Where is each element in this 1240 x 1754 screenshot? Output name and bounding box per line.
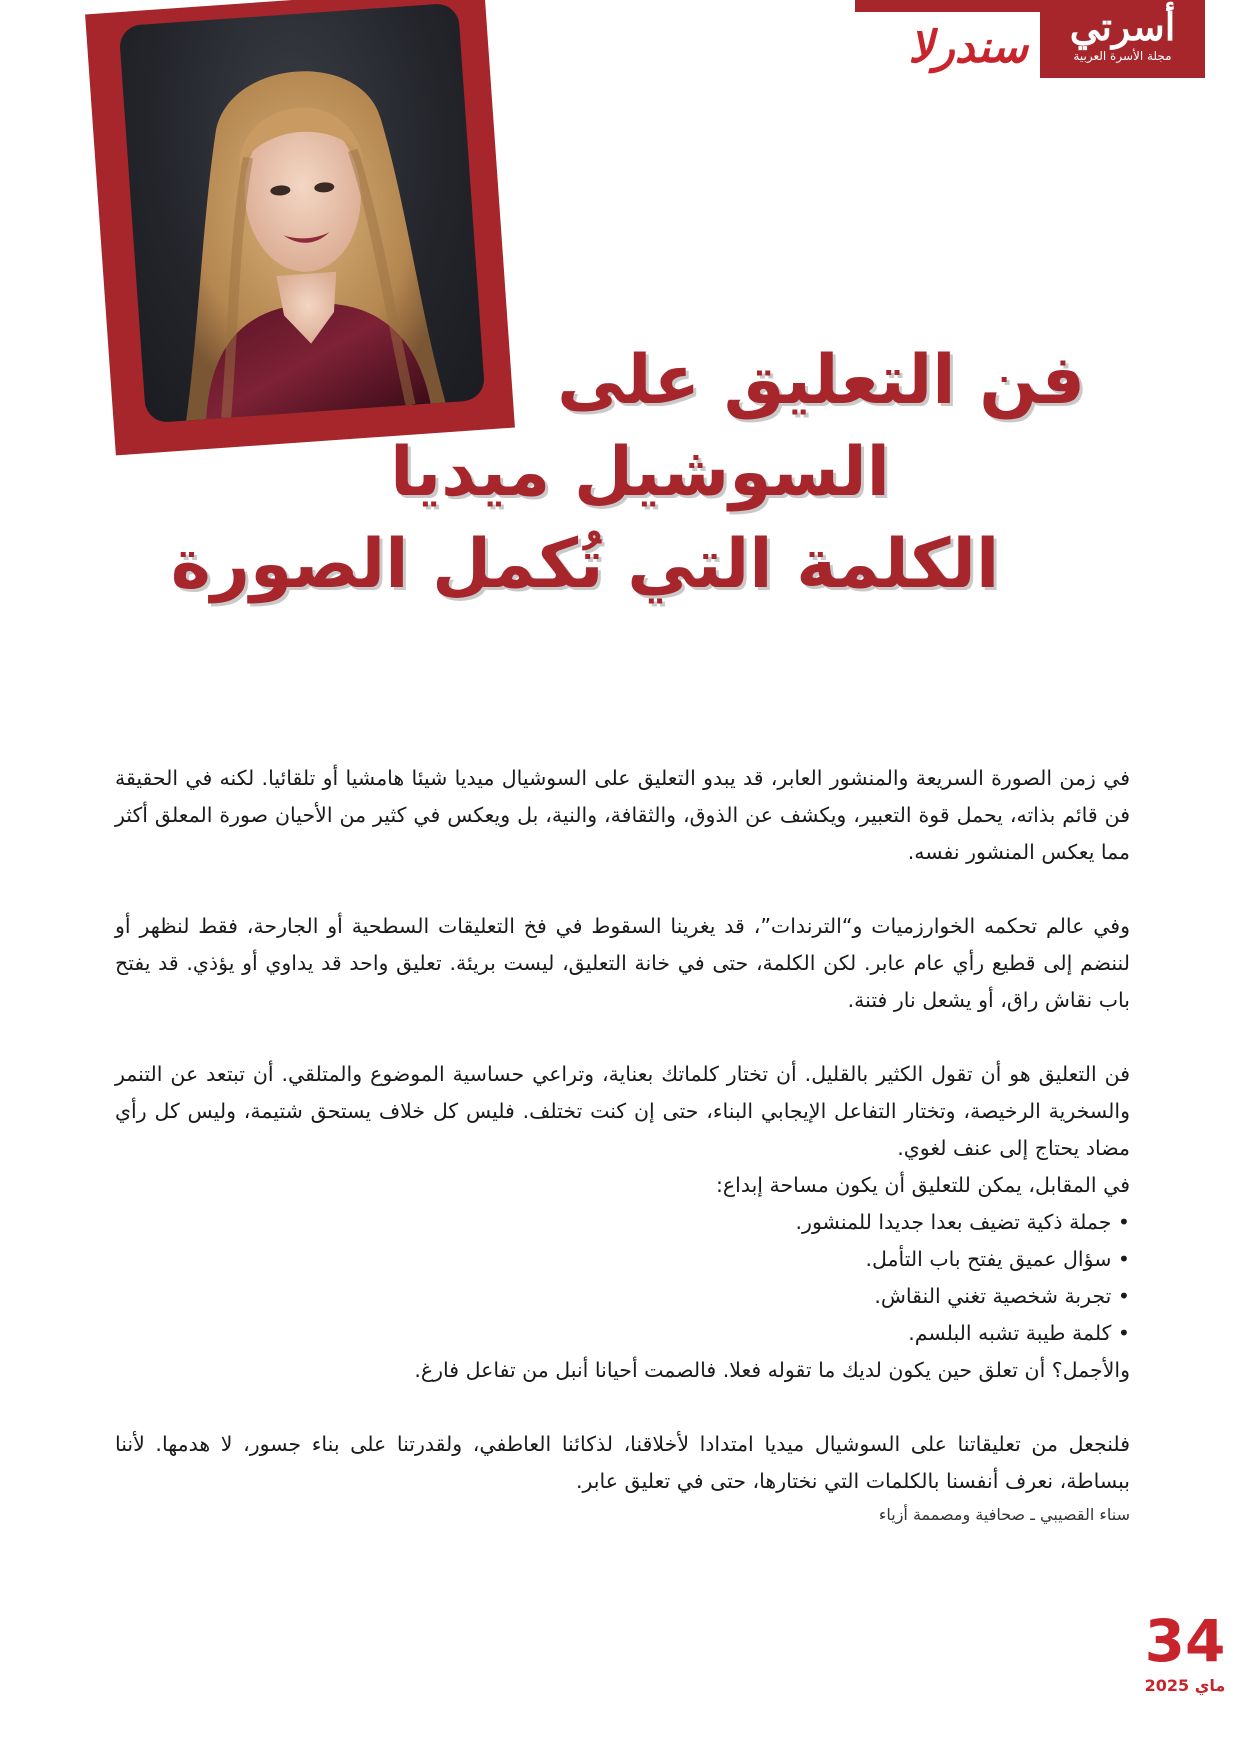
masthead bbox=[855, 0, 1240, 82]
top-rule bbox=[855, 0, 1040, 12]
issue-date: ماي 2025 bbox=[1144, 1676, 1226, 1695]
article-paragraph-5: والأجمل؟ أن تعلق حين يكون لديك ما تقوله فعلا. فالصمت أحيانا أنبل من تفاعل فارغ. bbox=[414, 1358, 1130, 1382]
article-paragraph-3: فن التعليق هو أن تقول الكثير بالقليل. أن تختار كلماتك بعناية، وتراعي حساسية الموضوع والمتلقي. أن تبتعد عن التنمر والسخرية الرخيصة، وتختار التفاعل الإيجابي البناء، حتى إن كنت تختلف. فليس كل خلاف يستحق شتيمة، وليس كل رأي مضاد يحتاج إلى عنف لغوي. bbox=[115, 1062, 1130, 1160]
article-paragraph-6: فلنجعل من تعليقاتنا على السوشيال ميديا امتدادا لأخلاقنا، لذكائنا العاطفي، ولقدرتنا على بناء جسور، لا هدمها. لأننا ببساطة، نعرف أنفسنا بالكلمات التي نختارها، حتى في تعليق عابر. bbox=[115, 1432, 1130, 1493]
article-paragraph-1: في زمن الصورة السريعة والمنشور العابر، قد يبدو التعليق على السوشيال ميديا شيئا هامشيا أو تلقائيا. لكنه في الحقيقة فن قائم بذاته، يحمل قوة التعبير، ويكشف عن الذوق، والثقافة، والنية، بل ويعكس في كثير من الأحيان صورة المعلق أكثر مما يعكس المنشور نفسه. bbox=[115, 766, 1130, 864]
bullet-item: • تجربة شخصية تغني النقاش. bbox=[115, 1278, 1130, 1315]
article-paragraph-4: في المقابل، يمكن للتعليق أن يكون مساحة إبداع: bbox=[715, 1173, 1130, 1197]
author-byline: سناء القصيبي ـ صحافية ومصممة أزياء bbox=[878, 1505, 1130, 1524]
section-label: سندرلا bbox=[908, 22, 1028, 73]
headline-line-2: السوشيل ميديا bbox=[390, 433, 890, 512]
headline bbox=[85, 335, 1085, 611]
article-body bbox=[115, 760, 1130, 1567]
bullet-item: • كلمة طيبة تشبه البلسم. bbox=[115, 1315, 1130, 1352]
article-bullet-list bbox=[115, 1204, 1130, 1352]
headline-line-1: فن التعليق على bbox=[557, 341, 1085, 420]
page-number: 34 bbox=[1144, 1607, 1226, 1675]
brand-logo: أسرتي bbox=[1069, 4, 1176, 49]
brand-logo-box bbox=[1040, 0, 1205, 78]
bullet-item: • سؤال عميق يفتح باب التأمل. bbox=[115, 1241, 1130, 1278]
headline-line-3: الكلمة التي تُكمل الصورة bbox=[170, 525, 1000, 604]
bullet-item: • جملة ذكية تضيف بعدا جديدا للمنشور. bbox=[115, 1204, 1130, 1241]
brand-tagline: مجلة الأسرة العربية bbox=[1073, 49, 1172, 63]
article-paragraph-2: وفي عالم تحكمه الخوارزميات و“الترندات”، قد يغرينا السقوط في فخ التعليقات السطحية أو الجارحة، فقط لنظهر أو لننضم إلى قطيع رأي عام عابر. لكن الكلمة، حتى في خانة التعليق، ليست بريئة. تعليق واحد قد يداوي أو يؤذي. قد يفتح باب نقاش راق، أو يشعل نار فتنة. bbox=[115, 914, 1130, 1012]
